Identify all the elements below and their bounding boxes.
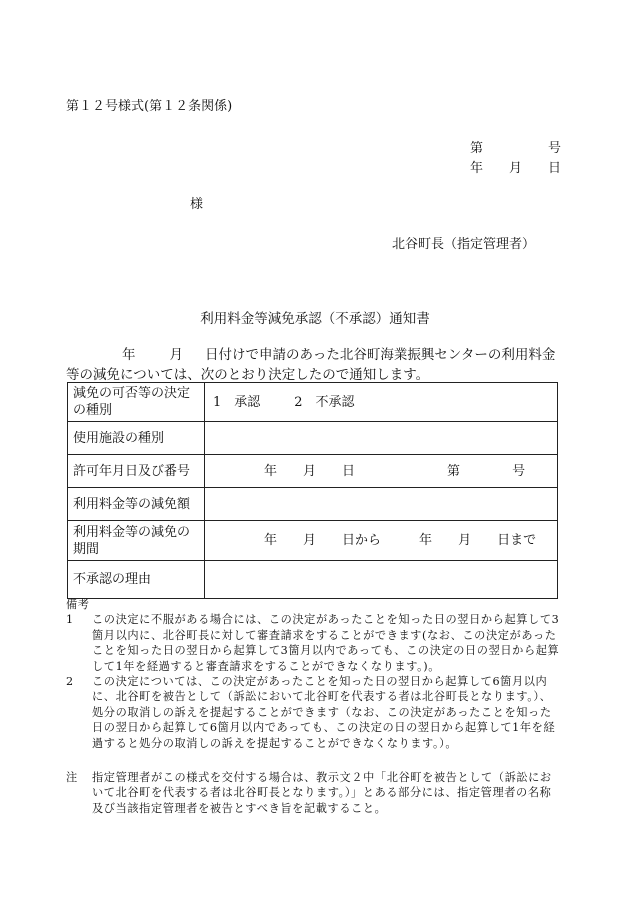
addressee-suffix: 様 xyxy=(190,197,204,212)
table-row xyxy=(68,521,558,561)
reduction-amount-value xyxy=(205,488,558,521)
intro-paragraph xyxy=(66,345,566,385)
permit-date-number xyxy=(205,455,558,488)
permit-number-label: 第 xyxy=(447,463,461,479)
intro-month: 月 xyxy=(169,347,183,363)
intro-line1: 日付けで申請のあった北谷町海業振興センターの利用料金 xyxy=(205,347,556,363)
option-approve: 1 承認 xyxy=(213,394,261,410)
option-reject: 2 不承認 xyxy=(294,394,355,410)
row-label: 不承認の理由 xyxy=(68,561,205,599)
table-row xyxy=(68,422,558,455)
date-day-label: 日 xyxy=(548,161,562,176)
table-row xyxy=(68,383,558,422)
note-number: 1 xyxy=(66,613,74,627)
document-title: 利用料金等減免承認（不承認）通知書 xyxy=(200,311,430,327)
permit-day-label: 日 xyxy=(342,463,356,479)
intro-year: 年 xyxy=(122,347,136,363)
note-item xyxy=(66,612,562,674)
notes-heading: 備考 xyxy=(66,598,90,611)
row-label: 許可年月日及び番号 xyxy=(68,455,205,488)
facility-type-value xyxy=(205,422,558,455)
row-label: 使用施設の種別 xyxy=(68,422,205,455)
intro-line2: 等の減免については、次のとおり決定したので通知します。 xyxy=(66,367,430,383)
row-label: 利用料金等の減免の期間 xyxy=(68,521,205,561)
date-year-label: 年 xyxy=(470,161,484,176)
notes-section xyxy=(66,597,562,751)
period-end-year: 年 xyxy=(419,533,433,548)
permit-month-label: 月 xyxy=(303,463,317,479)
table-row xyxy=(68,488,558,521)
document-number-suffix: 号 xyxy=(548,141,562,156)
table-row xyxy=(68,455,558,488)
form-number: 第１２号様式(第１２条関係) xyxy=(66,99,233,114)
footnote-label: 注 xyxy=(66,771,78,784)
note-item xyxy=(66,674,562,751)
permit-year-label: 年 xyxy=(264,463,278,479)
reduction-period xyxy=(205,521,558,561)
note-text: この決定については、この決定があったことを知った日の翌日から起算して6箇月以内に、北谷町を被告として（訴訟において北谷町を代表する者は北谷町長となります。）、処分の取消しの訴えを提起することができます（なお、この決定があったことを知った日の翌日から起算して6箇月以内であっても、この決定の日の翌日から起算して1年を経過すると処分の取消しの訴えを提起することができなくなります。）。 xyxy=(92,675,556,750)
document-number-label: 第 xyxy=(470,141,484,156)
permit-number-suffix: 号 xyxy=(512,463,526,479)
period-end-day: 日まで xyxy=(497,533,537,548)
decision-options xyxy=(205,383,558,422)
footnote xyxy=(66,770,562,816)
period-start-year: 年 xyxy=(264,533,278,548)
table-row xyxy=(68,561,558,599)
period-start-month: 月 xyxy=(303,533,317,548)
footnote-text: 指定管理者がこの様式を交付する場合は、教示文２中「北谷町を被告として（訴訟において北谷町を代表する者は北谷町長となります。）」とある部分には、指定管理者の名称及び当該指定管理者を被告とすべき旨を記載すること。 xyxy=(92,771,552,815)
period-end-month: 月 xyxy=(458,533,472,548)
decision-table xyxy=(67,382,558,599)
sender: 北谷町長（指定管理者） xyxy=(392,237,536,252)
row-label: 利用料金等の減免額 xyxy=(68,488,205,521)
note-text: この決定に不服がある場合には、この決定があったことを知った日の翌日から起算して3箇月以内に、北谷町長に対して審査請求をすることができます(なお、この決定があったことを知った日の翌日から起算して3箇月以内であっても、この決定の日の翌日から起算して1年を経過すると審査請求をすることができなくなります。)。 xyxy=(92,613,560,673)
note-number: 2 xyxy=(66,675,74,689)
row-label: 減免の可否等の決定の種別 xyxy=(68,383,205,422)
rejection-reason-value xyxy=(205,561,558,599)
date-month-label: 月 xyxy=(509,161,523,176)
period-start-day: 日から xyxy=(342,533,382,548)
